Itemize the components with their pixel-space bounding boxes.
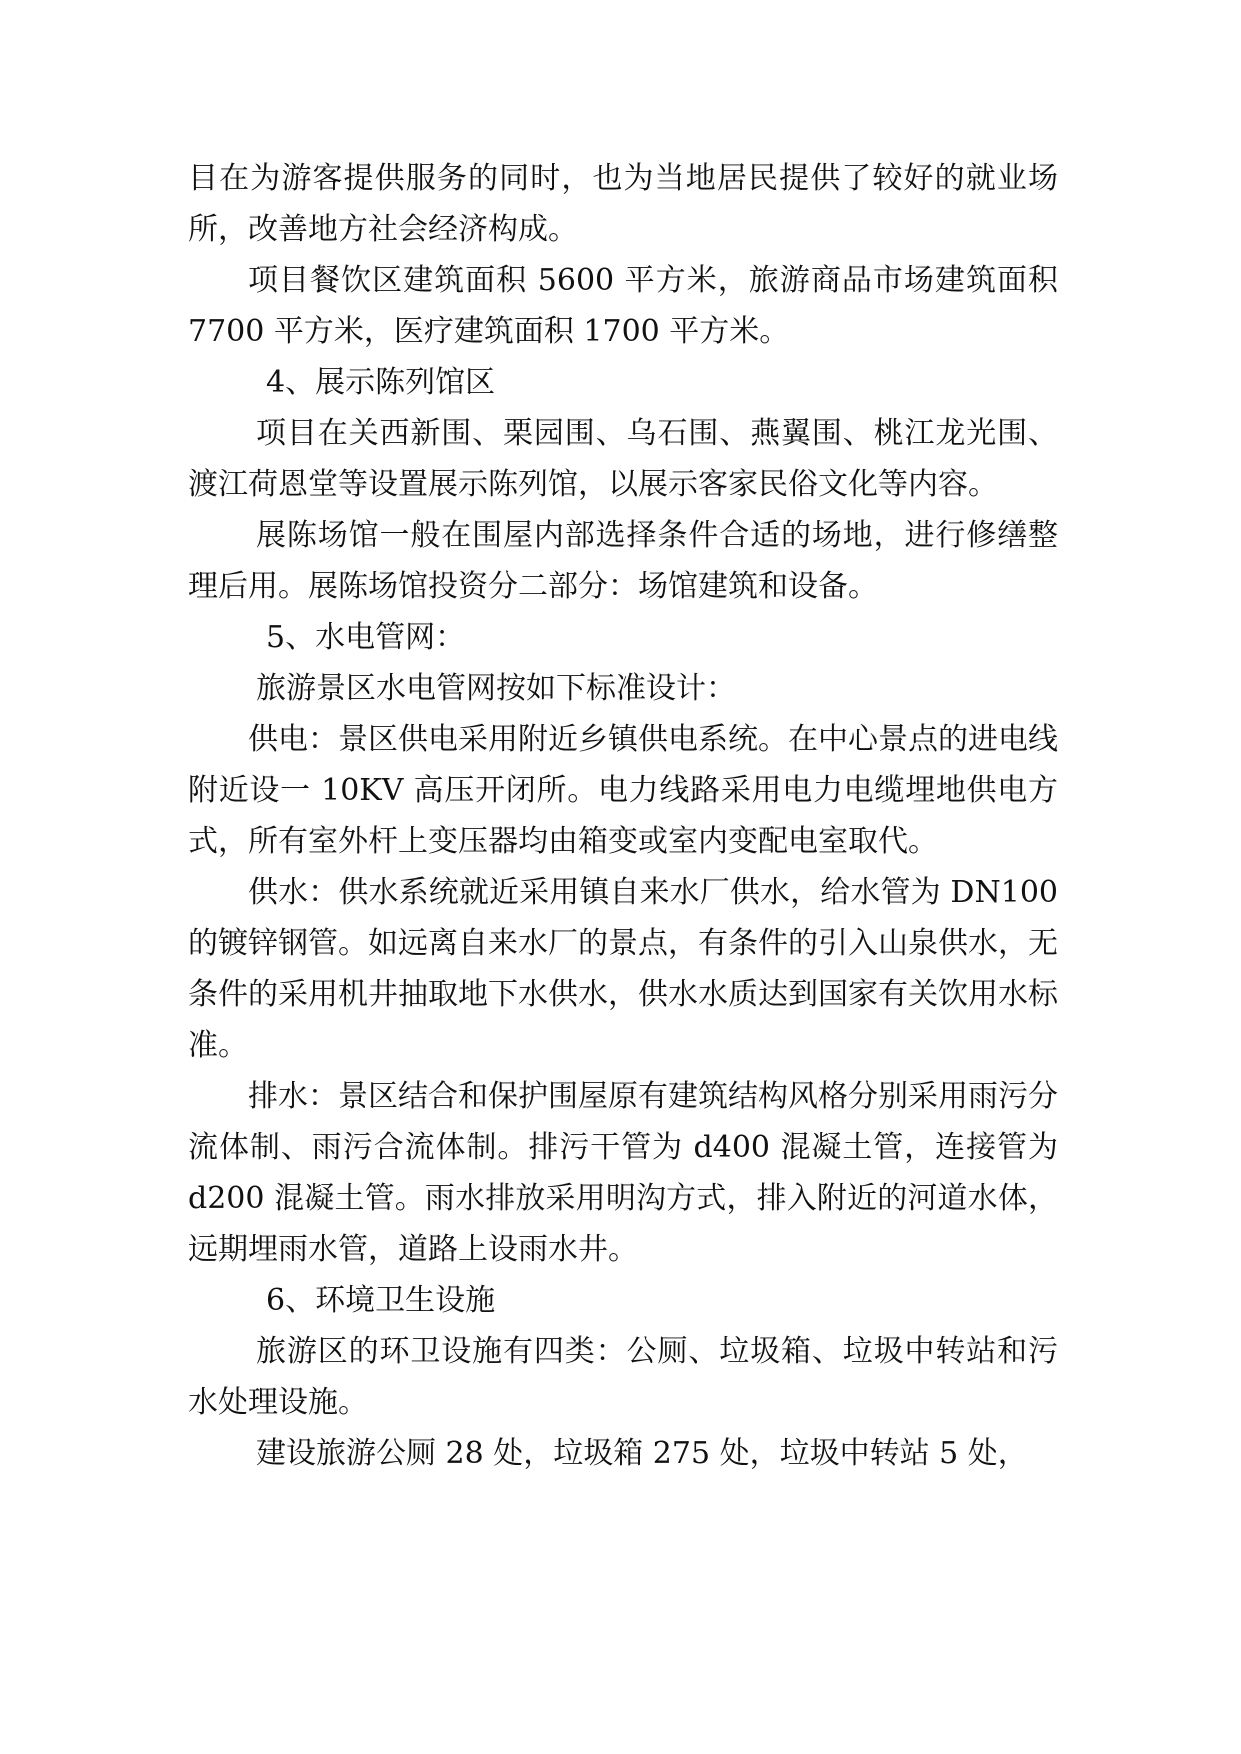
section-heading-utilities: 5、水电管网： bbox=[266, 620, 466, 655]
paragraph-employment: 目在为游客提供服务的同时，也为当地居民提供了较好的就业场所，改善地方社会经济构成。 bbox=[188, 161, 1058, 247]
section-heading-exhibition: 4、展示陈列馆区 bbox=[266, 365, 496, 400]
paragraph-utilities-standard: 旅游景区水电管网按如下标准设计： bbox=[256, 671, 736, 706]
paragraph-drainage: 排水：景区结合和保护围屋原有建筑结构风格分别采用雨污分流体制、雨污合流体制。排污干管为 d400 混凝土管，连接管为 d200 混凝土管。雨水排放采用明沟方式，排入附近的河道水体，远期埋雨水管，道路上设雨水井。 bbox=[188, 1079, 1058, 1267]
paragraph-exhibition-investment: 展陈场馆一般在围屋内部选择条件合适的场地，进行修缮整理后用。展陈场馆投资分二部分：场馆建筑和设备。 bbox=[188, 518, 1058, 604]
section-heading-sanitation: 6、环境卫生设施 bbox=[266, 1283, 496, 1318]
paragraph-power-supply: 供电：景区供电采用附近乡镇供电系统。在中心景点的进电线附近设一 10KV 高压开闭所。电力线路采用电力电缆埋地供电方式，所有室外杆上变压器均由箱变或室内变配电室取代。 bbox=[188, 722, 1058, 859]
paragraph-water-supply: 供水：供水系统就近采用镇自来水厂供水，给水管为 DN100 的镀锌钢管。如远离自来水厂的景点，有条件的引入山泉供水，无条件的采用机井抽取地下水供水，供水水质达到国家有关饮用水标准。 bbox=[188, 875, 1058, 1063]
paragraph-sanitation-counts: 建设旅游公厕 28 处，垃圾箱 275 处，垃圾中转站 5 处， bbox=[256, 1436, 1028, 1471]
document-body bbox=[188, 153, 1058, 1479]
paragraph-exhibition-halls: 项目在关西新围、栗园围、乌石围、燕翼围、桃江龙光围、渡江荷恩堂等设置展示陈列馆，以展示客家民俗文化等内容。 bbox=[188, 416, 1058, 502]
paragraph-building-area: 项目餐饮区建筑面积 5600 平方米，旅游商品市场建筑面积 7700 平方米，医疗建筑面积 1700 平方米。 bbox=[188, 263, 1058, 349]
paragraph-sanitation-types: 旅游区的环卫设施有四类：公厕、垃圾箱、垃圾中转站和污水处理设施。 bbox=[188, 1334, 1058, 1420]
